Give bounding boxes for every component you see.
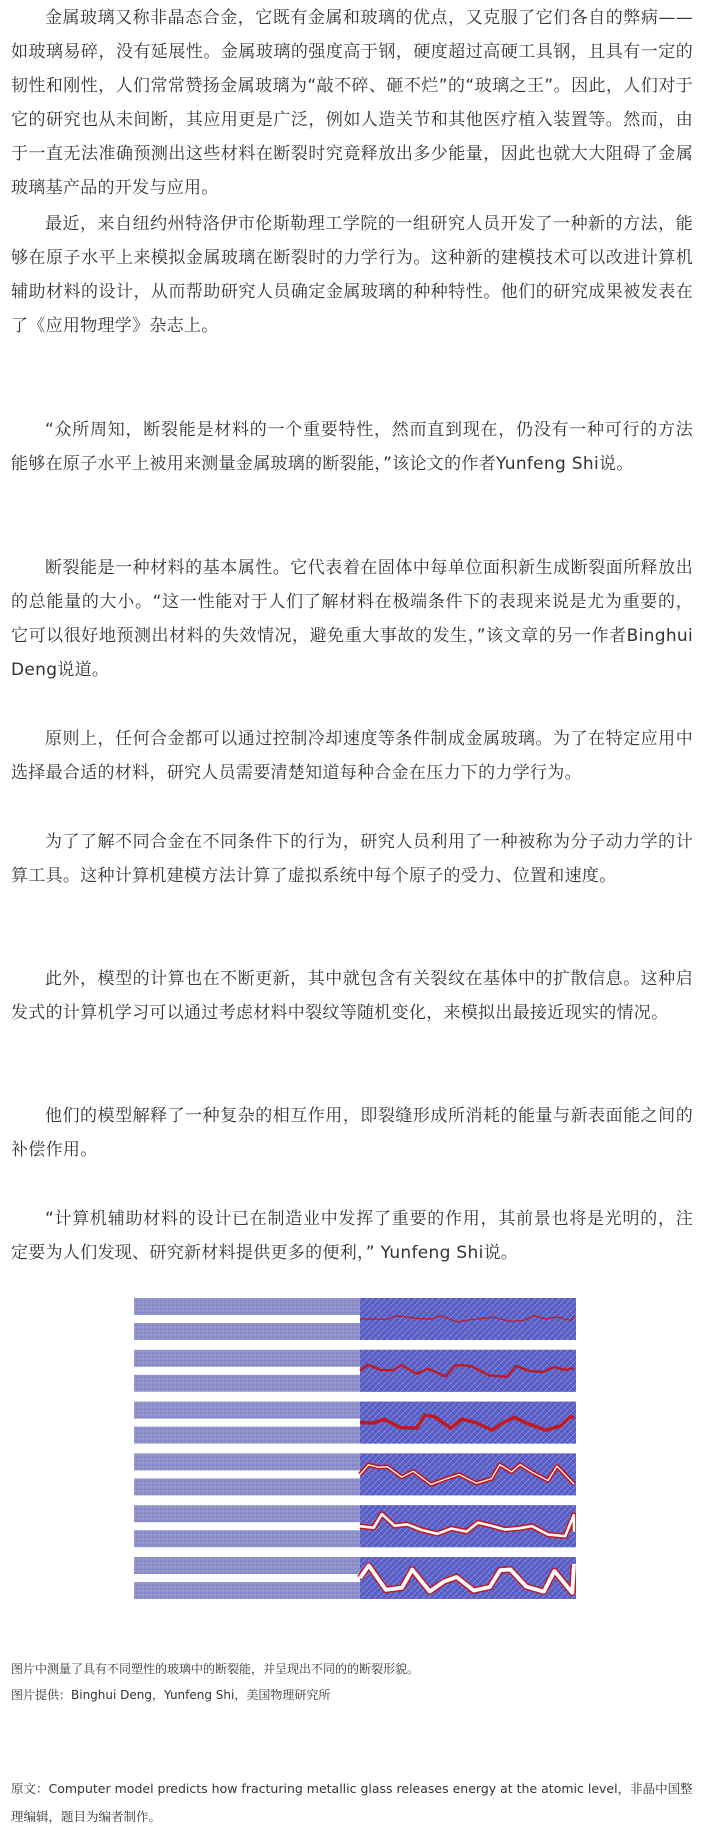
fracture-simulation-image	[134, 1298, 576, 1643]
paragraph-7: 此外，模型的计算也在不断更新，其中就包含有关裂纹在基体中的扩散信息。这种启发式的计算机学习可以通过考虑材料中裂纹等随机变化，来模拟出最接近现实的情况。	[11, 969, 693, 1023]
paragraph-3: “众所周知，断裂能是材料的一个重要特性，然而直到现在，仍没有一种可行的方法能够在原子水平上被用来测量金属玻璃的断裂能，”该论文的作者Yunfeng Shi说。	[11, 420, 693, 474]
source-note: 原文：Computer model predicts how fracturing metallic glass releases energy at the atomic level，非晶中国整理编辑，题目为编者制作。	[11, 1781, 693, 1824]
paragraph-1: 金属玻璃又称非晶态合金，它既有金属和玻璃的优点，又克服了它们各自的弊病——如玻璃易碎，没有延展性。金属玻璃的强度高于钢，硬度超过高硬工具钢，且具有一定的韧性和刚性，人们常常赞扬金属玻璃为“敲不碎、砸不烂”的“玻璃之王”。因此，人们对于它的研究也从未间断，其应用更是广泛，例如人造关节和其他医疗植入装置等。然而，由于一直无法准确预测出这些材料在断裂时究竟释放出多少能量，因此也就大大阻碍了金属玻璃基产品的开发与应用。	[11, 8, 693, 198]
paragraph-9: “计算机辅助材料的设计已在制造业中发挥了重要的作用，其前景也将是光明的，注定要为人们发现、研究新材料提供更多的便利，” Yunfeng Shi说。	[11, 1209, 693, 1263]
paragraph-4: 断裂能是一种材料的基本属性。它代表着在固体中每单位面积新生成断裂面所释放出的总能量的大小。“这一性能对于人们了解材料在极端条件下的表现来说是尤为重要的，它可以很好地预测出材料的失效情况，避免重大事故的发生，”该文章的另一作者Binghui Deng说道。	[11, 558, 693, 680]
paragraph-8: 他们的模型解释了一种复杂的相互作用，即裂缝形成所消耗的能量与新表面能之间的补偿作用。	[11, 1106, 693, 1160]
simulation-strip	[134, 1298, 576, 1340]
simulation-strip	[134, 1505, 576, 1547]
fracture-simulation-figure	[134, 1298, 576, 1643]
paragraph-5: 原则上，任何合金都可以通过控制冷却速度等条件制成金属玻璃。为了在特定应用中选择最合适的材料，研究人员需要清楚知道每种合金在压力下的力学行为。	[11, 729, 693, 783]
paragraph-2: 最近，来自纽约州特洛伊市伦斯勒理工学院的一组研究人员开发了一种新的方法，能够在原子水平上来模拟金属玻璃在断裂时的力学行为。这种新的建模技术可以改进计算机辅助材料的设计，从而帮助研究人员确定金属玻璃的种种特性。他们的研究成果被发表在了《应用物理学》杂志上。	[11, 214, 693, 336]
figure-credit: 图片提供：Binghui Deng，Yunfeng Shi，美国物理研究所	[11, 1688, 331, 1702]
simulation-strip	[134, 1453, 576, 1495]
figure-caption: 图片中测量了具有不同塑性的玻璃中的断裂能，并呈现出不同的的断裂形貌。	[11, 1662, 420, 1676]
simulation-strip	[134, 1557, 576, 1599]
paragraph-6: 为了了解不同合金在不同条件下的行为，研究人员利用了一种被称为分子动力学的计算工具。这种计算机建模方法计算了虚拟系统中每个原子的受力、位置和速度。	[11, 832, 693, 886]
simulation-strip	[134, 1402, 576, 1444]
simulation-strip	[134, 1350, 576, 1392]
